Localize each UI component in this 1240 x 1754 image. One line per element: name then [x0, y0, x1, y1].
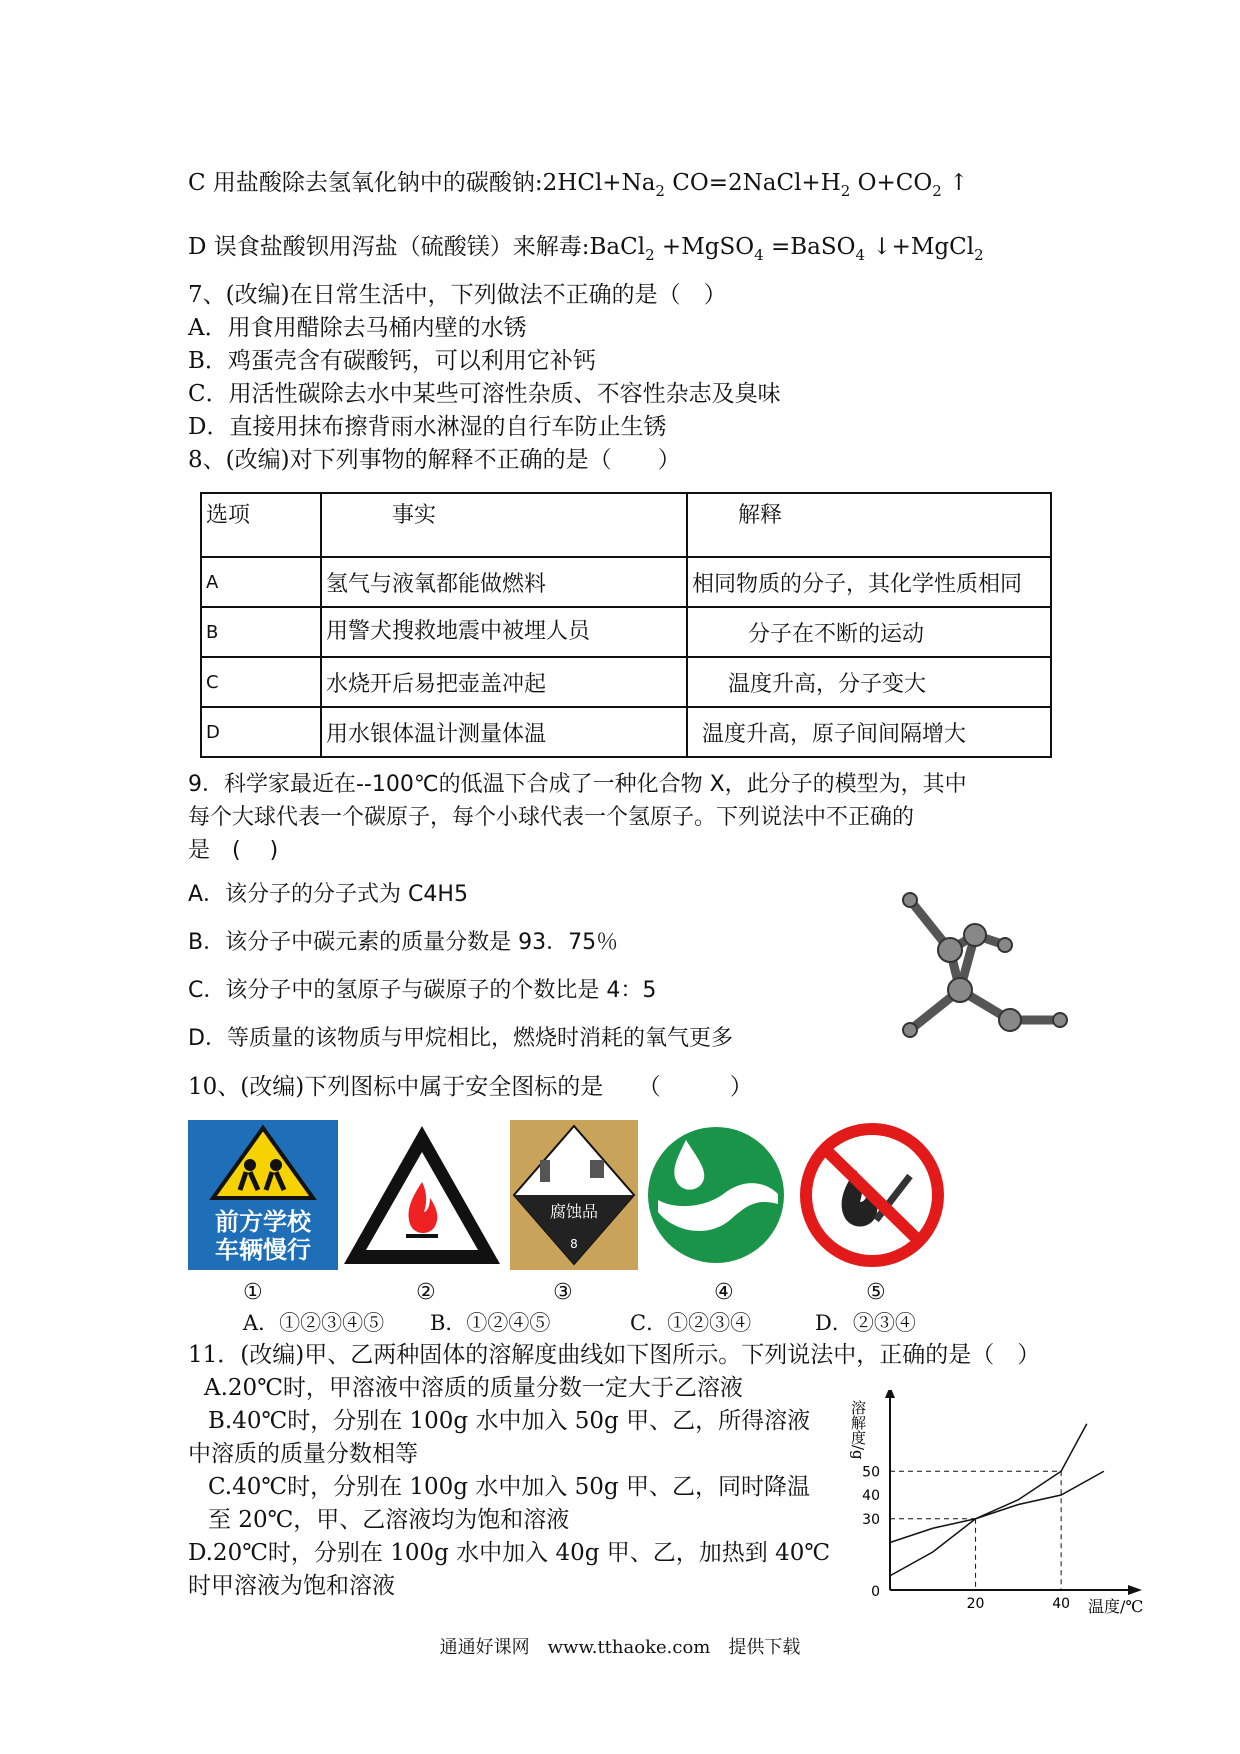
sign-label-3: ③	[553, 1280, 573, 1305]
q7-option-d: D．直接用抹布擦背雨水淋湿的自行车防止生锈	[188, 414, 667, 440]
table-row	[201, 707, 1051, 757]
flammable-warning-icon	[340, 1120, 505, 1270]
q10-option-a: A．①②③④⑤	[243, 1311, 385, 1335]
q9-stem-line1: 9．科学家最近在--100℃的低温下合成了一种化合物 X，此分子的模型为，其中	[188, 772, 967, 797]
q7-stem: 7、(改编)在日常生活中，下列做法不正确的是（ ）	[188, 282, 727, 308]
series-line-1	[890, 1424, 1087, 1576]
molecule-model-image	[880, 880, 1070, 1050]
x-axis-arrow	[1128, 1585, 1142, 1595]
sign3-text: 腐蚀品	[549, 1202, 599, 1221]
q11-option-a: A.20℃时，甲溶液中溶质的质量分数一定大于乙溶液	[204, 1375, 743, 1401]
sign1-text-line1: 前方学校	[215, 1208, 311, 1236]
row-a-explanation: 相同物质的分子，其化学性质相同	[687, 557, 1051, 607]
corrosive-sign-icon	[510, 1120, 638, 1270]
y-tick-label: 50	[862, 1464, 880, 1481]
q9-option-d: D．等质量的该物质与甲烷相比，燃烧时消耗的氧气更多	[188, 1026, 733, 1051]
q9-option-c: C．该分子中的氢原子与碳原子的个数比是 4：5	[188, 978, 657, 1003]
water-saving-sign-icon	[646, 1120, 786, 1270]
y-tick-label: 0	[871, 1584, 880, 1600]
y-axis-label: 溶解度/g	[849, 1400, 867, 1460]
y-tick-label: 40	[862, 1488, 880, 1504]
series-line-2	[890, 1471, 1104, 1542]
x-tick-label: 40	[1052, 1596, 1071, 1612]
row-d-option: D	[201, 707, 321, 757]
header-fact: 事实	[321, 493, 687, 557]
row-b-option: B	[201, 607, 321, 657]
q9-option-b: B．该分子中碳元素的质量分数是 93．75％	[188, 930, 619, 955]
q7-option-c: C．用活性碳除去水中某些可溶性杂质、不容性杂志及臭味	[188, 381, 781, 407]
no-fire-sign-icon	[796, 1120, 948, 1270]
q8-table	[200, 492, 1052, 758]
table-header-row	[201, 493, 1051, 557]
q6-option-c: C 用盐酸除去氢氧化钠中的碳酸钠$:2HCl+Na_2$ $CO=2NaCl+H_2$ $O+CO_2$ ↑	[188, 170, 969, 200]
x-axis-label: 温度/℃	[1088, 1597, 1144, 1616]
q11-option-c-line2: 至 20℃，甲、乙溶液均为饱和溶液	[208, 1507, 570, 1533]
q6-option-d: D 误食盐酸钡用泻盐（硫酸镁）来解毒:BaCl$_2$ +MgSO$_4$ =BaSO$_4$ ↓+MgCl$_2$	[188, 234, 984, 264]
row-c-fact: 水烧开后易把壶盖冲起	[321, 657, 687, 707]
table-row	[201, 607, 1051, 657]
row-b-fact: 用警犬搜救地震中被埋人员	[321, 607, 687, 657]
solubility-chart	[840, 1390, 1170, 1620]
school-zone-sign-icon	[188, 1120, 338, 1270]
y-tick-label: 30	[862, 1511, 880, 1528]
row-d-fact: 用水银体温计测量体温	[321, 707, 687, 757]
q9-stem-line2: 每个大球代表一个碳原子，每个小球代表一个氢原子。下列说法中不正确的	[188, 805, 915, 830]
sign-label-4: ④	[714, 1280, 734, 1305]
header-explanation: 解释	[687, 493, 1051, 557]
q11-option-b-line2: 中溶质的质量分数相等	[188, 1441, 418, 1467]
q10-option-b: B．①②④⑤	[430, 1311, 551, 1335]
row-b-explanation: 分子在不断的运动	[687, 607, 1051, 657]
sign-label-5: ⑤	[866, 1280, 886, 1305]
q11-option-d-line2: 时甲溶液为饱和溶液	[188, 1573, 395, 1599]
q11-option-c-line1: C.40℃时，分别在 100g 水中加入 50g 甲、乙，同时降温	[208, 1474, 810, 1500]
q10-option-c: C．①②③④	[630, 1311, 752, 1335]
q9-option-a: A．该分子的分子式为 C4H5	[188, 882, 468, 907]
q7-option-b: B．鸡蛋壳含有碳酸钙，可以利用它补钙	[188, 348, 596, 374]
row-d-explanation: 温度升高，原子间间隔增大	[687, 707, 1051, 757]
sign-label-2: ②	[416, 1280, 436, 1305]
row-a-option: A	[201, 557, 321, 607]
table-row	[201, 657, 1051, 707]
q8-stem: 8、(改编)对下列事物的解释不正确的是（ ）	[188, 447, 681, 473]
q10-option-d: D．②③④	[815, 1311, 916, 1335]
row-c-explanation: 温度升高，分子变大	[687, 657, 1051, 707]
row-c-option: C	[201, 657, 321, 707]
sign3-number: 8	[570, 1237, 578, 1251]
x-tick-label: 20	[966, 1596, 985, 1612]
q11-option-d-line1: D.20℃时，分别在 100g 水中加入 40g 甲、乙，加热到 40℃	[188, 1540, 831, 1566]
page-footer: 通通好课网 www.tthaoke.com 提供下载	[439, 1637, 801, 1658]
y-axis-arrow	[885, 1390, 895, 1398]
sign1-text-line2: 车辆慢行	[215, 1236, 311, 1264]
sign-label-1: ①	[243, 1280, 263, 1305]
q9-stem-line3: 是 ( )	[188, 838, 279, 863]
q7-option-a: A．用食用醋除去马桶内壁的水锈	[188, 315, 527, 341]
header-option: 选项	[201, 493, 321, 557]
q10-stem: 10、(改编)下列图标中属于安全图标的是 （ ）	[188, 1074, 753, 1100]
table-row	[201, 557, 1051, 607]
q11-stem: 11．(改编)甲、乙两种固体的溶解度曲线如下图所示。下列说法中，正确的是（ ）	[188, 1342, 1041, 1368]
row-a-fact: 氢气与液氧都能做燃料	[321, 557, 687, 607]
q11-option-b-line1: B.40℃时，分别在 100g 水中加入 50g 甲、乙，所得溶液	[208, 1408, 811, 1434]
